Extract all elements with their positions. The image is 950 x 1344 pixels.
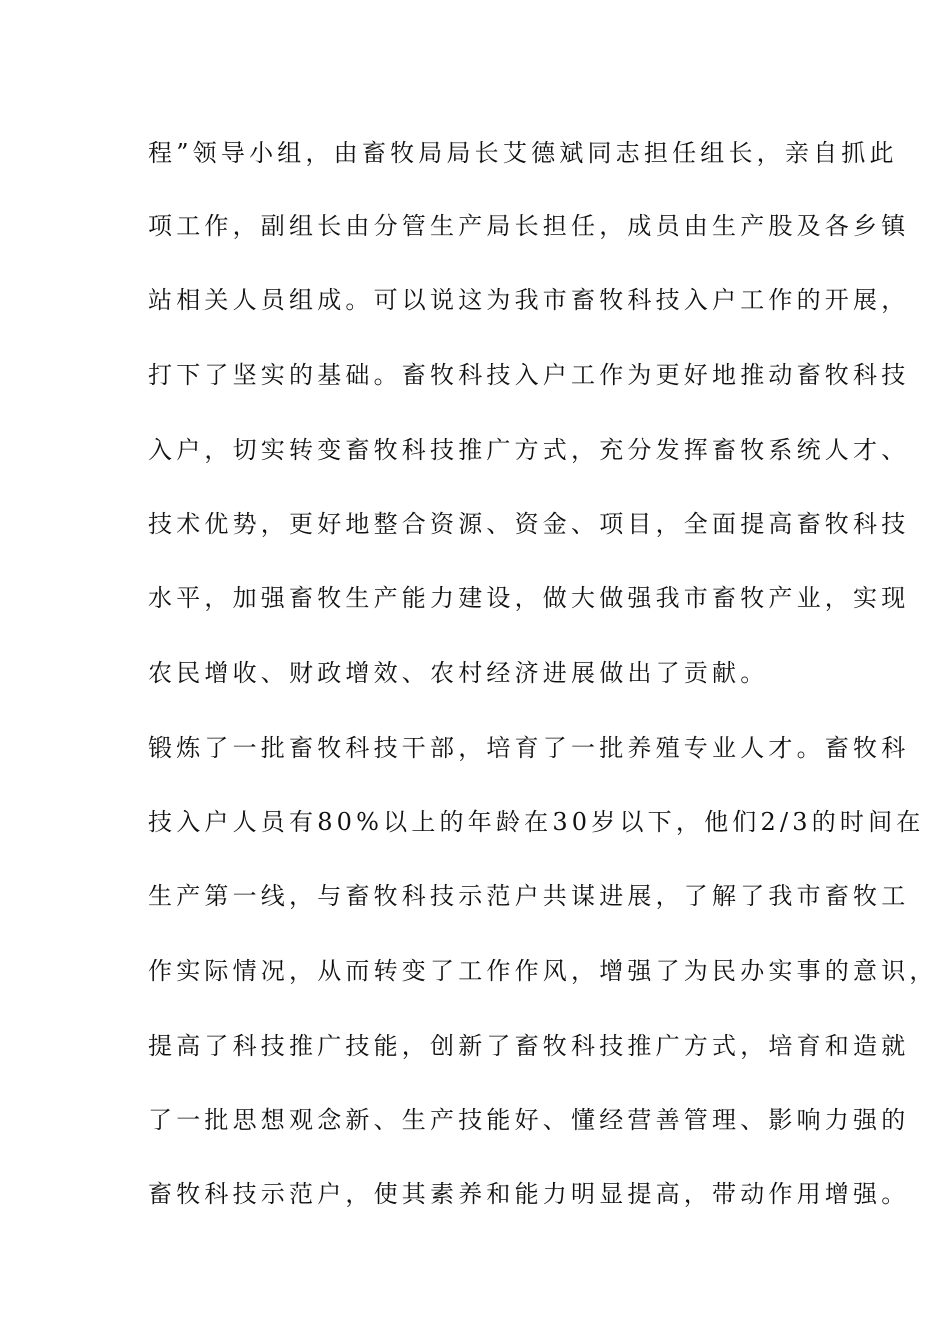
text-line: 入户，切实转变畜牧科技推广方式，充分发挥畜牧系统人才、 (148, 436, 910, 464)
text-line: 了一批思想观念新、生产技能好、懂经营善管理、影响力强的 (148, 1106, 910, 1134)
text-line: 水平，加强畜牧生产能力建设，做大做强我市畜牧产业，实现 (148, 584, 910, 612)
text-line: 技入户人员有80%以上的年龄在30岁以下，他们2/3的时间在 (148, 808, 925, 836)
text-line: 农民增收、财政增效、农村经济进展做出了贡献。 (148, 659, 769, 687)
text-line: 锻炼了一批畜牧科技干部，培育了一批养殖专业人才。畜牧科 (148, 734, 910, 762)
text-line: 提高了科技推广技能，创新了畜牧科技推广方式，培育和造就 (148, 1032, 910, 1060)
text-line: 打下了坚实的基础。畜牧科技入户工作为更好地推动畜牧科技 (148, 361, 910, 389)
text-line: 技术优势，更好地整合资源、资金、项目，全面提高畜牧科技 (148, 510, 910, 538)
text-line: 作实际情况，从而转变了工作作风，增强了为民办实事的意识， (148, 957, 938, 985)
text-line: 项工作，副组长由分管生产局长担任，成员由生产股及各乡镇 (148, 212, 910, 240)
text-line: 畜牧科技示范户，使其素养和能力明显提高，带动作用增强。 (148, 1180, 910, 1208)
text-line: 程”领导小组，由畜牧局局长艾德斌同志担任组长，亲自抓此 (148, 139, 898, 167)
text-line: 站相关人员组成。可以说这为我市畜牧科技入户工作的开展， (148, 286, 910, 314)
text-line: 生产第一线，与畜牧科技示范户共谋进展，了解了我市畜牧工 (148, 882, 910, 910)
